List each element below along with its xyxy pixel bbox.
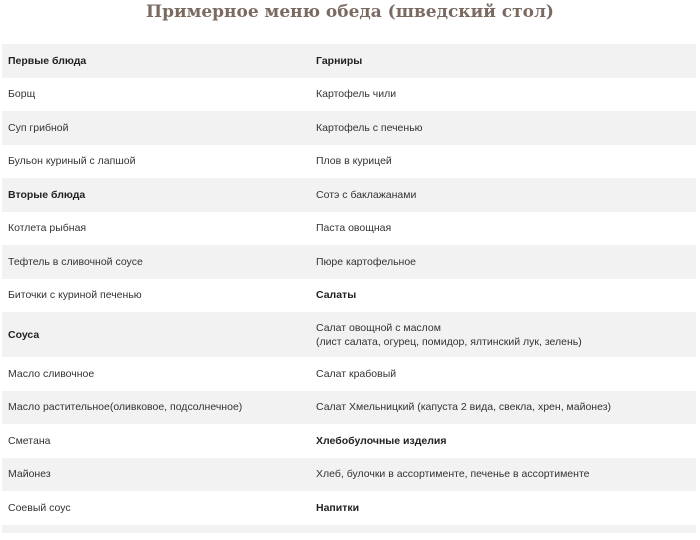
menu-cell-right: Сотэ с баклажанами [312,178,696,212]
menu-cell-left [2,44,312,78]
table-row [2,491,696,525]
menu-cell-left [2,178,312,212]
menu-cell-right: Картофель чили [312,78,696,112]
menu-cell-right [312,312,696,357]
menu-cell-left: Суп грибной [2,111,312,145]
section-header-sauces: Соуса [8,328,40,341]
table-row [2,312,696,357]
menu-cell-left: Масло растительное(оливковое, подсолнечное) [2,391,312,425]
menu-cell-right: Хлеб, булочки в ассортименте, печенье в ассортименте [312,458,696,492]
menu-cell-right [312,279,696,313]
section-header-main-courses: Вторые блюда [8,188,86,201]
menu-cell-left: Бульон куриный с лапшой [2,145,312,179]
menu-cell-right [312,491,696,525]
menu-cell-right [312,525,696,533]
table-row [2,212,696,246]
menu-cell-left: Борщ [2,78,312,112]
menu-table [2,44,696,533]
table-row [2,279,696,313]
menu-cell-right: Салат Хмельницкий (капуста 2 вида, свекла, хрен, майонез) [312,391,696,425]
table-row [2,245,696,279]
menu-cell-right: Салат крабовый [312,357,696,391]
menu-cell-right: Плов в курицей [312,145,696,179]
menu-cell-right: Картофель с печенью [312,111,696,145]
table-row [2,525,696,533]
section-header-salads: Салаты [316,289,357,302]
menu-cell-left: Масло сливочное [2,357,312,391]
menu-cell-left [2,312,312,357]
menu-cell-left: Биточки с куриной печенью [2,279,312,313]
menu-cell-right [312,424,696,458]
page-title: Примерное меню обеда (шведский стол) [146,2,554,22]
table-row [2,391,696,425]
menu-cell-right [312,44,696,78]
menu-cell-left [2,525,312,533]
table-row [2,145,696,179]
table-row [2,424,696,458]
menu-cell-left: Тефтель в сливочной соусе [2,245,312,279]
menu-cell-left: Котлета рыбная [2,212,312,246]
section-header-garnishes: Гарниры [316,54,363,67]
table-row [2,178,696,212]
salad-ingredients: (лист салата, огурец, помидор, ялтинский лук, зелень) [316,335,582,348]
section-header-first-courses: Первые блюда [8,54,87,67]
menu-cell-left: Майонез [2,458,312,492]
table-row [2,44,696,78]
menu-cell-right: Паста овощная [312,212,696,246]
table-row [2,78,696,112]
table-row [2,111,696,145]
table-row [2,458,696,492]
section-header-bakery: Хлебобулочные изделия [316,434,447,447]
menu-cell-left: Сметана [2,424,312,458]
salad-name: Салат овощной с маслом [316,321,441,334]
menu-cell-right: Пюре картофельное [312,245,696,279]
section-header-drinks: Напитки [316,501,360,514]
menu-cell-left: Соевый соус [2,491,312,525]
table-row [2,357,696,391]
